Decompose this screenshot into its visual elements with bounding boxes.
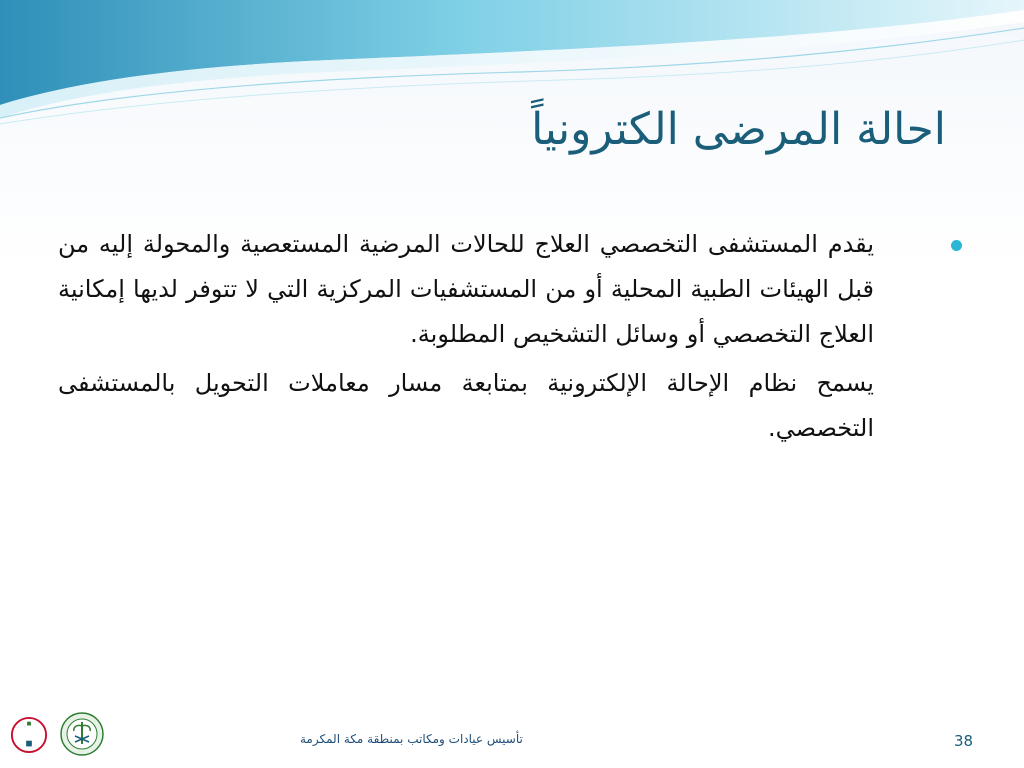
red-crescent-emblem-icon bbox=[10, 716, 48, 754]
ministry-seal-icon bbox=[60, 712, 104, 756]
footer-text: تأسيس عيادات ومكاتب بمنطقة مكة المكرمة bbox=[300, 732, 523, 746]
page-number: 38 bbox=[954, 732, 974, 750]
body-paragraph: يسمح نظام الإحالة الإلكترونية بمتابعة مسار معاملات التحويل بالمستشفى التخصصي. bbox=[58, 369, 874, 442]
slide-title: احالة المرضى الكترونياً bbox=[531, 104, 946, 155]
bullet-dot-icon bbox=[951, 240, 962, 251]
slide-body bbox=[58, 222, 932, 451]
body-paragraph: يقدم المستشفى التخصصي العلاج للحالات المرضية المستعصية والمحولة إليه من قبل الهيئات الطبية المحلية أو من المستشفيات المركزية التي لا تتوفر لديها إمكانية العلاج التخصصي أو وسائل التشخيص المطلوبة. bbox=[58, 230, 874, 348]
